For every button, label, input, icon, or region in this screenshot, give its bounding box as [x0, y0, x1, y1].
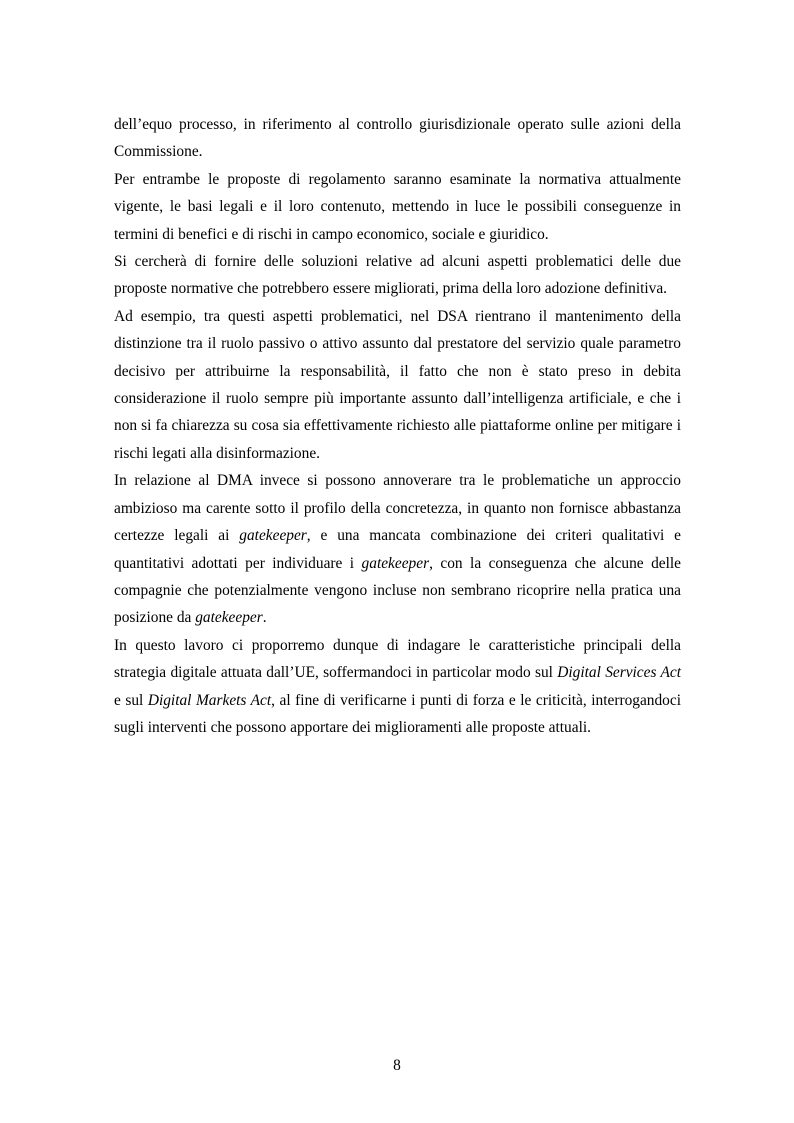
- text-run: , al fine di verificarne i punti di forza e le criticità, interrogandoci sugli interventi che possono apportare dei miglioramenti alle proposte attuali.: [114, 691, 681, 736]
- page-number: 8: [393, 1057, 401, 1074]
- paragraph: [114, 632, 681, 742]
- paragraph: [114, 303, 681, 467]
- text-run: dell’equo processo, in riferimento al controllo giurisdizionale operato sulle azioni della Commissione.: [114, 116, 681, 161]
- paragraph: [114, 248, 681, 303]
- italic-term: gatekeeper: [361, 554, 430, 572]
- text-run: .: [262, 609, 267, 627]
- italic-term: gatekeeper: [239, 527, 307, 545]
- text-run: In questo lavoro ci proporremo dunque di indagare le caratteristiche principali della strategia digitale attuata dall’UE, soffermandoci in particolar modo sul: [114, 636, 681, 682]
- text-run: In relazione al DMA invece si possono annoverare tra le problematiche un approccio ambizioso ma carente sotto il profilo della concretezza, in quanto non fornisce abbastanza certezze legali ai: [114, 472, 681, 545]
- text-run: Ad esempio, tra questi aspetti problematici, nel DSA rientrano il mantenimento della distinzione tra il ruolo passivo o attivo assunto dal prestatore del servizio quale parametro decisivo per attribuirne la responsabilità, il fatto che non è stato preso in debita considerazione il ruolo sempre più importante assunto dall’intelligenza artificiale, e che i non si fa chiarezza su cosa sia effettivamente richiesto alle piattaforme online per mitigare i rischi legati alla disinformazione.: [114, 307, 681, 462]
- italic-term: Digital Markets Act: [147, 691, 272, 709]
- text-run: Per entrambe le proposte di regolamento saranno esaminate la normativa attualmente vigente, le basi legali e il loro contenuto, mettendo in luce le possibili conseguenze in termini di benefici e di rischi in campo economico, sociale e giuridico.: [114, 170, 681, 243]
- italic-term: gatekeeper: [195, 609, 263, 627]
- paragraph: [114, 166, 681, 248]
- paragraph: [114, 467, 681, 631]
- body-text: [114, 111, 681, 741]
- italic-term: Digital Services Act: [557, 664, 682, 682]
- text-run: e sul: [114, 691, 148, 709]
- text-run: , e una mancata combinazione dei criteri qualitativi e quantitativi adottati per individuare i: [114, 527, 681, 572]
- text-run: Si cercherà di fornire delle soluzioni relative ad alcuni aspetti problematici delle due proposte normative che potrebbero essere migliorati, prima della loro adozione definitiva.: [114, 253, 681, 298]
- paragraph: [114, 111, 681, 166]
- text-run: , con la conseguenza che alcune delle compagnie che potenzialmente vengono incluse non sembrano ricoprire nella pratica una posizione da: [114, 554, 682, 627]
